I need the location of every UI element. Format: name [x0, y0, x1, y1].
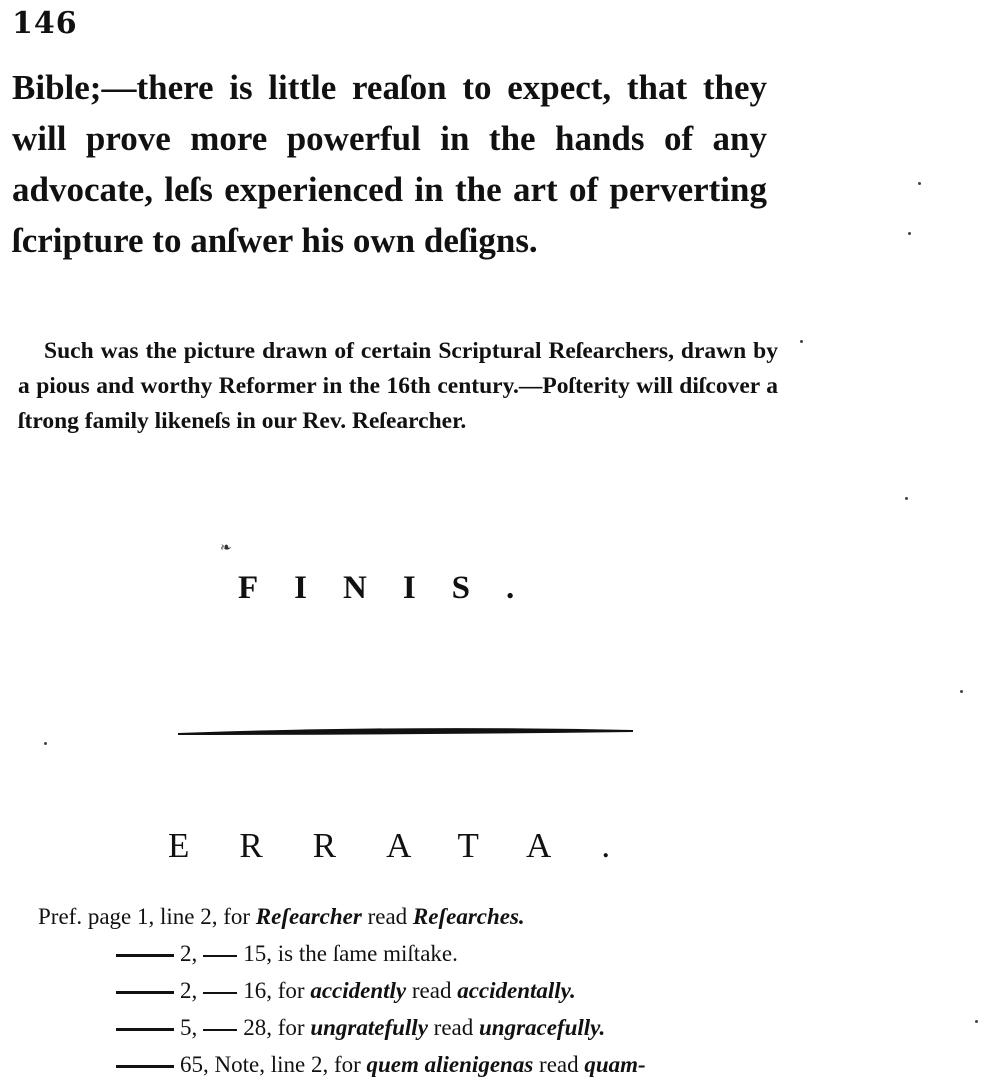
errata-line: 28,	[243, 1015, 272, 1040]
dash-mark	[116, 1065, 174, 1068]
errata-page: 2,	[180, 978, 198, 1003]
errata-item	[38, 972, 646, 1009]
quote-paragraph: Such was the picture drawn of certain Scriptural Reſearchers, drawn by a pious and worthy Reformer in the 16th century.—Poſterity will diſcover a ſtrong family likeneſs in our Rev. Reſearcher.	[18, 338, 778, 434]
dash-mark	[116, 1028, 174, 1031]
dash-mark	[116, 991, 174, 994]
dash-mark	[203, 1029, 237, 1031]
section-rule	[178, 726, 633, 738]
paper-speck	[918, 182, 921, 185]
dash-mark	[116, 954, 174, 957]
errata-item	[38, 898, 646, 935]
errata-list	[38, 898, 646, 1083]
errata-text: read	[533, 1052, 585, 1077]
errata-item	[38, 1046, 646, 1083]
errata-right: quam-	[584, 1052, 646, 1077]
errata-line: 16,	[243, 978, 272, 1003]
errata-item	[38, 1009, 646, 1046]
errata-text: Pref. page 1, line 2, for	[38, 904, 256, 929]
errata-text: read	[427, 1015, 479, 1040]
finis-heading: FINIS.	[238, 570, 551, 606]
errata-text: for	[277, 1015, 311, 1040]
errata-text: Note, line 2, for	[214, 1052, 367, 1077]
paper-speck	[800, 340, 803, 343]
page-number: 146	[12, 6, 78, 41]
errata-right: ungracefully.	[478, 1015, 606, 1040]
paper-speck	[908, 232, 911, 235]
errata-page: 65,	[180, 1052, 209, 1077]
errata-page: 5,	[180, 1015, 198, 1040]
errata-text: is the ſame miſtake.	[277, 941, 458, 966]
errata-wrong: Reſearcher	[255, 904, 362, 929]
errata-heading: ERRATA.	[168, 826, 661, 865]
errata-text: read	[361, 904, 413, 929]
errata-right: Reſearches.	[412, 904, 525, 929]
paper-speck	[44, 742, 47, 745]
paper-speck	[975, 1020, 978, 1023]
errata-wrong: quem alienigenas	[366, 1052, 534, 1077]
dash-mark	[203, 955, 237, 957]
main-paragraph: Bible;—there is little reaſon to expect, that they will prove more powerful in the hands of any advocate, leſs experienced in the art of perverting ſcripture to anſwer his own deſigns.	[12, 68, 767, 260]
errata-page: 2,	[180, 941, 198, 966]
paper-speck	[905, 497, 908, 500]
errata-item	[38, 935, 646, 972]
errata-right: accidentally.	[457, 978, 576, 1003]
errata-wrong: ungratefully	[310, 1015, 428, 1040]
errata-line: 15,	[243, 941, 272, 966]
errata-text: for	[277, 978, 311, 1003]
errata-wrong: accidently	[310, 978, 407, 1003]
dash-mark	[203, 992, 237, 994]
paper-speck	[960, 690, 963, 693]
errata-text: read	[406, 978, 458, 1003]
finis-ornament-icon: ❧	[220, 540, 232, 556]
